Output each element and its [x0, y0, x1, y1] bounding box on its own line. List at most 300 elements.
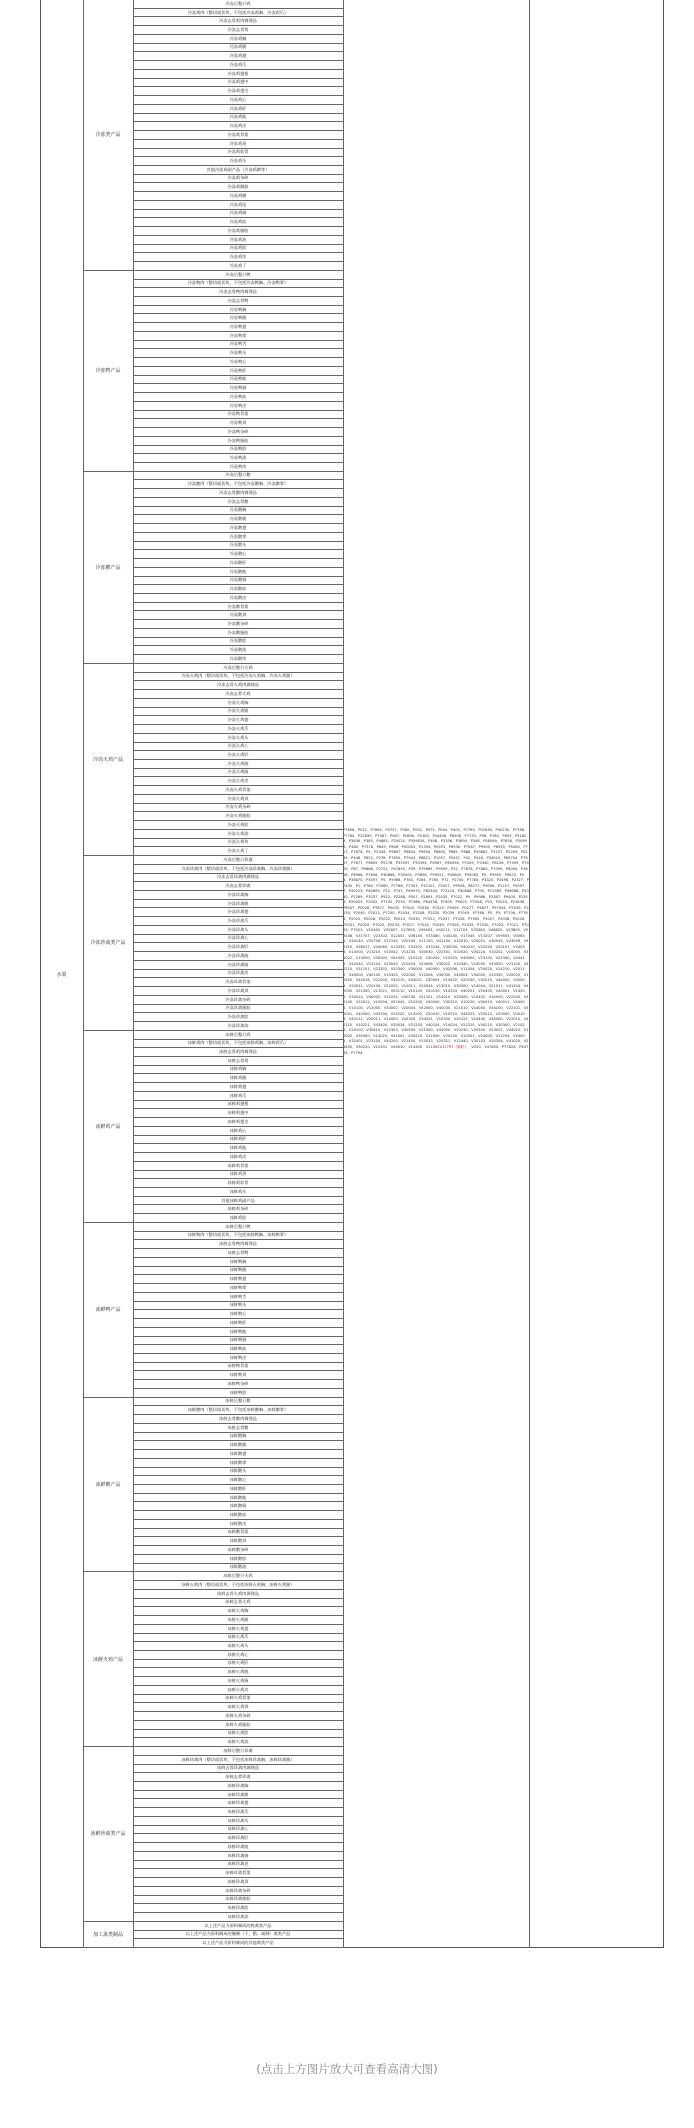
product-row	[133, 882, 343, 891]
product-name: 冷冻珍禽油	[227, 1022, 249, 1028]
product-name: 冷冻鸡血	[229, 219, 247, 225]
product-row	[133, 1354, 343, 1363]
product-name: 冷冻火鸡胗	[227, 821, 249, 827]
product-name: 冷冻珍禽腿	[227, 900, 249, 906]
codes-tail-text: 、V220、V47850、P7782A、P44785、P7794	[343, 1044, 529, 1055]
product-name: 冷冻火鸡头	[227, 734, 249, 740]
product-row	[133, 577, 343, 586]
product-row	[133, 1660, 343, 1669]
product-row	[133, 603, 343, 612]
product-name: 冰鲜鸡肝	[229, 1136, 247, 1142]
product-row	[133, 1275, 343, 1284]
product-name: 冷冻鹅肠	[229, 577, 247, 583]
product-row	[133, 1136, 343, 1145]
product-name: 冷冻火鸡杂碎	[225, 804, 251, 810]
product-row	[133, 1101, 343, 1110]
product-name: 冷冻鹅杂碎	[227, 620, 249, 626]
product-name: 冷冻鸭胸	[229, 306, 247, 312]
product-name: 冰鲜去骨鹅肉调理品	[219, 1415, 257, 1421]
product-name: 冷冻鸡块	[229, 254, 247, 260]
product-row	[133, 384, 343, 393]
product-name: 冰鲜珍禽腿	[227, 1791, 249, 1797]
product-row	[133, 1223, 343, 1232]
product-row	[133, 306, 343, 315]
group-name-cell	[83, 1223, 133, 1398]
product-row	[133, 1258, 343, 1267]
product-name: 冷冻火鸡脂肪	[225, 813, 251, 819]
product-row	[133, 105, 343, 114]
product-row	[133, 323, 343, 332]
product-name: 冷冻鹅心	[229, 551, 247, 557]
product-row	[133, 908, 343, 917]
product-row	[133, 751, 343, 760]
product-name: 冷冻珍禽翅	[227, 909, 249, 915]
product-row	[133, 454, 343, 463]
product-name: 冷冻鸡翅	[229, 53, 247, 59]
product-row	[133, 1782, 343, 1791]
product-row	[133, 210, 343, 219]
product-name: 冰鲜珍禽骨架	[225, 1870, 251, 1876]
product-name: 冰鲜鹅皮	[229, 1520, 247, 1526]
product-name: 冷冻去骨鸭肉调理品	[219, 289, 257, 295]
product-name: 冷冻鹅掌	[229, 533, 247, 539]
product-name: 冰鲜珍禽肠	[227, 1852, 249, 1858]
product-row	[133, 1502, 343, 1511]
group-name: 冷冻类产品	[95, 132, 121, 139]
product-name: 冷冻鹅胸	[229, 507, 247, 513]
product-name: 冷冻鸭头	[229, 350, 247, 356]
product-row	[133, 1345, 343, 1354]
product-name: 冷冻鸭肫	[229, 376, 247, 382]
product-row	[133, 1083, 343, 1092]
product-row	[133, 804, 343, 813]
product-row	[133, 1599, 343, 1608]
product-name: 冷冻珍禽头	[227, 926, 249, 932]
product-row	[133, 262, 343, 271]
product-name: 冷冻珍禽骨架	[225, 979, 251, 985]
product-row	[133, 314, 343, 323]
product-row	[133, 1249, 343, 1258]
product-name: 冰鲜珍禽胸	[227, 1782, 249, 1788]
product-row	[133, 708, 343, 717]
product-row	[133, 1511, 343, 1520]
product-name: 冷冻火鸡肫	[227, 760, 249, 766]
product-row	[133, 1371, 343, 1380]
product-name: 冰鲜鸭血	[229, 1346, 247, 1352]
product-name: 冰鲜鸭杂碎	[227, 1380, 249, 1386]
product-row	[133, 987, 343, 996]
product-row	[133, 1494, 343, 1503]
product-row	[133, 970, 343, 979]
product-row	[133, 716, 343, 725]
product-name: 冷冻珍禽脂肪	[225, 1005, 251, 1011]
product-row	[133, 725, 343, 734]
product-name: 冷冻火鸡颈	[227, 795, 249, 801]
product-name: 冰鲜鹅肉（整切或切块，不包括冰鲜鹅胸、冰鲜鹅掌）	[187, 1407, 289, 1413]
product-row	[133, 1118, 343, 1127]
product-name: 冷冻鸡心	[229, 96, 247, 102]
product-name: 冷冻去骨火鸡肉调理品	[217, 682, 259, 688]
product-row	[133, 1791, 343, 1800]
group-name-cell	[83, 1747, 133, 1922]
products-table	[40, 0, 625, 1948]
product-row	[133, 87, 343, 96]
product-name: 冷冻珍禽肝	[227, 944, 249, 950]
product-row	[133, 1424, 343, 1433]
product-row	[133, 1546, 343, 1555]
product-row	[133, 1005, 343, 1014]
product-row	[133, 821, 343, 830]
product-row	[133, 341, 343, 350]
product-row	[133, 629, 343, 638]
product-row	[133, 1127, 343, 1136]
product-name: 冷冻鹅颈	[229, 612, 247, 618]
product-name: 冷冻鹅脂肪	[227, 629, 249, 635]
product-name: 冰鲜鹅杂碎	[227, 1546, 249, 1552]
product-row	[133, 472, 343, 481]
product-name: 冰鲜鸭肉（整切或切块，不包括冰鲜鸭胸、冰鲜鸭掌）	[187, 1232, 289, 1238]
product-row	[133, 17, 343, 26]
registration-codes	[343, 828, 529, 1148]
product-row	[133, 638, 343, 647]
product-type-cell	[40, 0, 83, 1948]
product-row	[133, 1904, 343, 1913]
product-name: 冷冻鸡翅根	[227, 70, 249, 76]
product-row	[133, 446, 343, 455]
product-name: 冷冻鸡肉（整切或切块，不包括冷冻鸡胸、冷冻鸡爪）	[187, 9, 289, 15]
product-row	[133, 874, 343, 883]
product-row	[133, 550, 343, 559]
product-name: 冷冻鸭块	[229, 463, 247, 469]
product-row	[133, 245, 343, 254]
product-name: 冰鲜鸡翅	[229, 1083, 247, 1089]
product-row	[133, 1232, 343, 1241]
product-name: 冰鲜火鸡肫	[227, 1669, 249, 1675]
product-name: 冰鲜鸡肉（整切或切块，不包括冰鲜鸡胸、冰鲜鸡爪）	[187, 1040, 289, 1046]
product-row	[133, 1939, 343, 1948]
product-row	[133, 35, 343, 44]
product-row	[133, 524, 343, 533]
product-row	[133, 542, 343, 551]
product-name: 冰鲜鸡心	[229, 1127, 247, 1133]
product-row	[133, 393, 343, 402]
product-row	[133, 498, 343, 507]
product-row	[133, 620, 343, 629]
product-row	[133, 1520, 343, 1529]
product-row	[133, 1406, 343, 1415]
product-name: 冷冻火鸡丁	[227, 848, 249, 854]
product-name: 冷冻鸭舌	[229, 341, 247, 347]
product-name: 冷冻鸡骨架	[227, 131, 249, 137]
product-name: 冷冻鸡肫	[229, 114, 247, 120]
product-row	[133, 175, 343, 184]
product-name: 冷冻后整只火鸡	[223, 664, 253, 670]
column-divider	[343, 0, 344, 1948]
column-divider	[133, 0, 134, 1948]
product-row	[133, 1022, 343, 1031]
product-name: 冰鲜火鸡杂碎	[225, 1712, 251, 1718]
product-name: 冰鲜鸭翅	[229, 1276, 247, 1282]
group-remark-cell	[529, 0, 625, 271]
group-name-cell	[83, 472, 133, 664]
product-row	[133, 480, 343, 489]
product-name: 冰鲜珍禽杂碎	[225, 1887, 251, 1893]
product-name: 冰鲜鹅油	[229, 1564, 247, 1570]
product-name: 冰鲜鹅翅	[229, 1450, 247, 1456]
product-name: 冰鲜鹅肫	[229, 1494, 247, 1500]
product-name: 冷冻鸡胸	[229, 35, 247, 41]
product-name: 冷冻鹅头	[229, 542, 247, 548]
product-name: 冷冻鸡腰	[229, 192, 247, 198]
product-row	[133, 96, 343, 105]
product-row	[133, 1468, 343, 1477]
product-name: 冰鲜火鸡心	[227, 1651, 249, 1657]
product-name: 冰鲜后整只鹅	[225, 1398, 251, 1404]
product-name: 冰鲜去骨鸭肉调理品	[219, 1241, 257, 1247]
product-row	[133, 1634, 343, 1643]
product-name: 冰鲜火鸡肝	[227, 1660, 249, 1666]
product-row	[133, 1677, 343, 1686]
product-name: 冰鲜火鸡翅	[227, 1625, 249, 1631]
product-name: 冷冻火鸡骨架	[225, 786, 251, 792]
product-name: 冷冻火鸡油	[227, 830, 249, 836]
product-row	[133, 952, 343, 961]
product-row	[133, 463, 343, 472]
product-name: 冰鲜鹅血	[229, 1511, 247, 1517]
product-row	[133, 1441, 343, 1450]
product-name: 冷冻鸭骨架	[227, 411, 249, 417]
product-name: 冰鲜鸡翅根	[227, 1101, 249, 1107]
group-name: 冷冻珍禽类产品	[90, 940, 126, 947]
product-name: 冷冻鸭皮	[229, 402, 247, 408]
product-name: 冷冻珍禽胸	[227, 891, 249, 897]
product-row	[133, 1581, 343, 1590]
product-row	[133, 1869, 343, 1878]
product-name: 冰鲜珍禽肫	[227, 1843, 249, 1849]
product-row	[133, 1240, 343, 1249]
product-row	[133, 1651, 343, 1660]
image-caption: (点击上方图片放大可查看高清大图)	[256, 2062, 438, 2076]
group-name-cell	[83, 1572, 133, 1747]
product-row	[133, 149, 343, 158]
product-row	[133, 760, 343, 769]
product-row	[133, 1328, 343, 1337]
product-row	[133, 1738, 343, 1747]
group-remark-cell	[529, 856, 625, 1031]
product-row	[133, 358, 343, 367]
group-remark-cell	[529, 1747, 625, 1922]
product-name: 冰鲜鹅心	[229, 1477, 247, 1483]
group-remark-cell	[529, 1572, 625, 1747]
product-name: 冰鲜火鸡油	[227, 1739, 249, 1745]
product-row	[133, 646, 343, 655]
product-row	[133, 79, 343, 88]
product-name: 冰鲜鸭肝	[229, 1319, 247, 1325]
product-row	[133, 0, 343, 9]
product-row	[133, 847, 343, 856]
product-row	[133, 288, 343, 297]
product-name: 冷冻鸭腿	[229, 315, 247, 321]
product-name: 冷冻去骨鸡	[227, 26, 249, 32]
product-name: 冰鲜珍禽皮	[227, 1861, 249, 1867]
product-name: 冰鲜火鸡骨架	[225, 1695, 251, 1701]
product-row	[133, 131, 343, 140]
product-row	[133, 786, 343, 795]
product-name: 冰鲜去骨火鸡肉调理品	[217, 1590, 259, 1596]
product-name: 冰鲜珍禽油	[227, 1913, 249, 1919]
product-row	[133, 1433, 343, 1442]
product-name: 冷冻火鸡块	[227, 839, 249, 845]
product-name: 冰鲜鸡胗	[229, 1214, 247, 1220]
product-name: 冰鲜鸭头	[229, 1302, 247, 1308]
product-name: 冰鲜火鸡胸	[227, 1608, 249, 1614]
product-row	[133, 1765, 343, 1774]
product-name: 冷冻珍禽胗	[227, 1014, 249, 1020]
product-name: 冰鲜后整只鸡	[225, 1031, 251, 1037]
codes-red-text: V17757（临时）	[439, 1044, 468, 1049]
product-name: 冰鲜鸡软骨	[227, 1180, 249, 1186]
product-row	[133, 1319, 343, 1328]
product-row	[133, 1799, 343, 1808]
product-name: 冷冻鸭肉（整切或切块，不包括冷冻鸭胸、冷冻鸭掌）	[187, 280, 289, 286]
product-row	[133, 585, 343, 594]
product-row	[133, 664, 343, 673]
product-name: 冰鲜鹅肠	[229, 1503, 247, 1509]
product-row	[133, 192, 343, 201]
group-name: 冰鲜鸭产品	[95, 1307, 121, 1314]
group-name: 冷冻鹅产品	[95, 564, 121, 571]
product-name: 冰鲜去骨鸡肉调理品	[219, 1049, 257, 1055]
product-row	[133, 376, 343, 385]
product-name: 冰鲜后整只鸭	[225, 1223, 251, 1229]
product-row	[133, 507, 343, 516]
product-name: 冷冻鸭翅	[229, 323, 247, 329]
product-name: 冰鲜珍禽肉（整切或切块，不包括冰鲜珍禽胸、冰鲜珍禽腿）	[181, 1756, 295, 1762]
product-row	[133, 1310, 343, 1319]
group-name-cell	[83, 856, 133, 1031]
product-name: 冰鲜鸡翅中	[227, 1110, 249, 1116]
product-name: 冷冻鹅肝	[229, 559, 247, 565]
product-name: 其他冰鲜鸡副产品	[221, 1197, 255, 1203]
product-row	[133, 1109, 343, 1118]
product-row	[133, 1398, 343, 1407]
product-row	[133, 1284, 343, 1293]
product-name: 冷冻鸡翅尖	[227, 88, 249, 94]
product-name: 冷冻鸡肠	[229, 210, 247, 216]
product-row	[133, 943, 343, 952]
product-name: 冷冻后整只鹅	[225, 472, 251, 478]
group-remark-cell	[529, 472, 625, 664]
product-name: 冷冻鹅骨架	[227, 603, 249, 609]
product-row	[133, 1913, 343, 1922]
product-name: 冷冻后整只珍禽	[223, 856, 253, 862]
product-row	[133, 1712, 343, 1721]
product-row	[133, 1730, 343, 1739]
column-divider	[83, 0, 84, 1948]
product-row	[133, 271, 343, 280]
product-name: 冰鲜火鸡颈	[227, 1704, 249, 1710]
group-name-cell	[83, 1398, 133, 1573]
product-name: 冰鲜珍禽爪	[227, 1808, 249, 1814]
product-name: 冷冻火鸡腿	[227, 708, 249, 714]
group-name-cell	[83, 0, 133, 271]
product-name: 冷冻鹅皮	[229, 594, 247, 600]
group-name: 冷冻火鸡产品	[92, 756, 123, 763]
product-row	[133, 926, 343, 935]
product-row	[133, 1179, 343, 1188]
product-name: 冰鲜珍禽胗	[227, 1905, 249, 1911]
product-name: 冰鲜鸡翅尖	[227, 1118, 249, 1124]
product-name: 冷冻去骨鸡肉调理品	[219, 18, 257, 24]
product-name: 冰鲜后整只火鸡	[223, 1573, 253, 1579]
product-name: 冰鲜鸭胗	[229, 1389, 247, 1395]
group-remark-cell	[529, 1031, 625, 1223]
product-row	[133, 1214, 343, 1223]
product-row	[133, 1144, 343, 1153]
product-name: 冰鲜去骨火鸡	[225, 1599, 251, 1605]
product-row	[133, 1066, 343, 1075]
product-name: 冰鲜珍禽肝	[227, 1835, 249, 1841]
group-name: 冰鲜火鸡产品	[92, 1656, 123, 1663]
product-name: 冰鲜火鸡皮	[227, 1686, 249, 1692]
product-row	[133, 1389, 343, 1398]
product-name: 冰鲜珍禽脂肪	[225, 1896, 251, 1902]
group-remark-cell	[529, 1398, 625, 1573]
product-name: 冰鲜火鸡脂肪	[225, 1721, 251, 1727]
product-row	[133, 1476, 343, 1485]
product-row	[133, 1162, 343, 1171]
product-name: 冷冻火鸡爪	[227, 725, 249, 731]
product-row	[133, 1153, 343, 1162]
product-row	[133, 1896, 343, 1905]
product-row	[133, 52, 343, 61]
product-name: 冰鲜鸭皮	[229, 1354, 247, 1360]
product-row	[133, 227, 343, 236]
product-row	[133, 611, 343, 620]
product-name: 冷冻珍禽肫	[227, 952, 249, 958]
product-row	[133, 812, 343, 821]
product-row	[133, 236, 343, 245]
product-name: 冰鲜珍禽心	[227, 1826, 249, 1832]
product-name: 冰鲜鸡头	[229, 1188, 247, 1194]
product-row	[133, 795, 343, 804]
product-name: 冰鲜珍禽头	[227, 1817, 249, 1823]
product-row	[133, 1267, 343, 1276]
product-row	[133, 1555, 343, 1564]
product-row	[133, 26, 343, 35]
product-name: 冷冻鸡油	[229, 236, 247, 242]
product-row	[133, 533, 343, 542]
product-name: 冷冻珍禽杂碎	[225, 996, 251, 1002]
product-name: 冰鲜火鸡头	[227, 1643, 249, 1649]
product-row	[133, 1048, 343, 1057]
codes-text: P7856、P012、P7865、P0727、P280、P052、P075、P044、P405、P7765、P02830、P40230、P7788、P7784、P22839、P7387、P087、P2896、P2185、P44408、P8506、P7730、P58、P784、P893、P31829、P3636、P385、P4685、P20020、P35983A、P408、P2356、P3890、P348、P5809A、P7858、P3099A、P480、P7378、P849、P806、P00003、P2354、P0553、P8930、P7987、P9905、P6935、P5085、P727、P7878、P5、P2344、P9867、P8804、P9694、P8805、P885、P888、P49882、P2257、P2209、P2269、P448、P823、P278、P7855、P7943、P8821、P1057、P5437、P42、P418、P34520、P69704、P7867、P7877、P9809、P2278、P35597、P33394、P0967、P65056、P7009、P3340、P8106、P7399、P7400、P87、P9868、P2722、P47855、P39、P79689、P9959、P22、P7876、P7880、P7099、P8009、P3808、P8968、P7808、P30868、P35000、P3896、P59521、P40800、P55062、P2、P9955、P9672、P23、P36870、P3497、P5、P5966、P783、P284、P785、P72、P2740、P7784、P3325、P2496、P2327、P7445、P1、P780、P7060、P7768、P7303、P32101、P2027、P9928、P8277、P9096、P1227、P59977、P40223、P40893、P22、P747、P49070、P82340、P72224、P30888、P700、P72389、P48088、P2050、P2289、P7037、P922、P2288、P507、P2893、P2035、P7022、P9、P9986、P2387、P9400、P2358、P20025、P2002、P7155、P250、P7366、P64558、P7405、P9003、P7008、P23、P2024、P21838、P9007、P0028、P7877、P0005、P7000、P2036、P7025、P5005、P0277、P4877、P57004、P7039、P2030、P2040、P2023、P7250、P2034、P2208、P2020、P2039、P7045、P7768、P5、P3、P7706、P7788、P2025、P2028、P2032、P2024、P2030、P7022、P2037、P7028、P7900、P2027、P2038、P2026、P2031、P2029、P7020、P2033、P7027、P7024、P2039、P7026、P2035、P7030、P7025、P7021、P7029、P7023、V10260、V25807、V27855、V09403、V40211、V11703、V33360、V48820、V23805、V59208、V37707、V23302、V12051、V06150、V33380、V40230、V17045、V13207、V59505、V05630、V34140、V20706、V17150、V20240、V11150、V41104、V10010、V20011、V30045、V43006、V30310、V56017、V44060、V13333、V33202、V33244、V30030、V40010、V22050、V20107、V34036、V10000、V13210、V10002、V13230、V30030、V22301、V10020、V34224、V10202、V10005、V31022、V13000、V30002、V44305、V10220、V30200、V10203、V40000、V23100、V22340、V44415、V42040、V12104、V23045、V10404、V24006、V30022、V10340、V10050、V43020、V21100、V40210、V31101、V23302、V20340、V30000、V40000、V42006、V11004、V20020、V24210、V20110、V40004、V40100、V10304、V22000、V12006、V30040、V44004、V30000、V10350、V20020、V10500、V40016、V22002、V30210、V43021、V30004、V14402、V20330、V42015、V44000、V40005、V20011、V20106、V22052、V10011、V20044、V13010、V30300、V14004、V21011、V41204、V42000、V22300、V21021、V20110、V10100、V20130、V10203、V40201、V20405、V40001、V14200、V34014、V40002、V10224、V40230、V21101、V14010、V30000、V10402、V34000、V22200、V30100、V20012、V10004、V22042、V10200、V40040、V30310、V10220、V40410、V40011、V44004、V10100、V12000、V33002、V20044、V42000、V40030、V21010、V14000、V44100、V22101、V30001、V40300、V43330、V20220、V14202、V20410、V10010、V44023、V20012、V20000、V30103、V43111、V20011、V14000、V42300、V34201、V10300、V20122、V10440、V44000、V22010、V40110、V10221、V43400、V30034、V21200、V40104、V14024、V22320、V40210、V30300、V21020、V20100、V30410、V22304、V40500、V21000、V43000、V20230、V20300、V23002、V44010、V12002、V30400、V14020、V41002、V30220、V12040、V24100、V10001、V24000、V22204、V44001、V32001、V23100、V40200、V21400、V10033、V20321、V12440、V30103、V20304、V41020、V23400、V30220、V10101、V40010、V14300、V21002	[343, 828, 529, 1049]
product-row	[133, 1337, 343, 1346]
product-row	[133, 489, 343, 498]
product-row	[133, 1485, 343, 1494]
product-row	[133, 1205, 343, 1214]
product-row	[133, 1834, 343, 1843]
group-remark-cell	[529, 664, 625, 856]
product-name: 冷冻鸡腿	[229, 44, 247, 50]
product-row	[133, 1188, 343, 1197]
product-name: 冷冻鸭杂碎	[227, 428, 249, 434]
product-row	[133, 1756, 343, 1765]
group-remark-cell	[529, 271, 625, 472]
product-name: 冰鲜鸡皮	[229, 1153, 247, 1159]
product-row	[133, 44, 343, 53]
product-row	[133, 1668, 343, 1677]
